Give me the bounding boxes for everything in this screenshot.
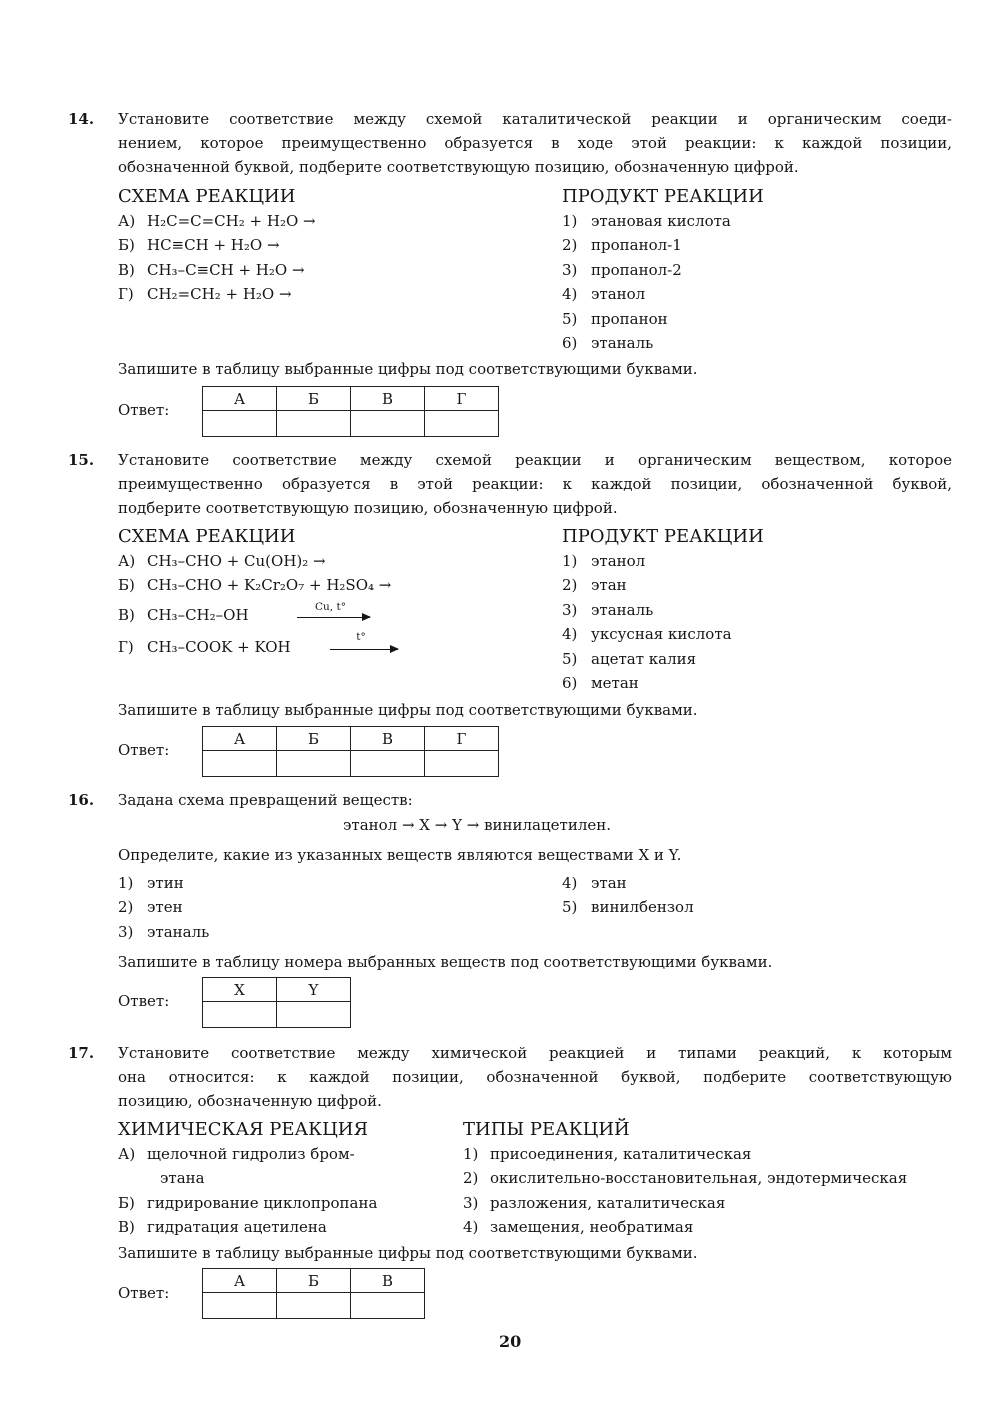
answer-cell[interactable] bbox=[425, 411, 499, 437]
item-text: пропанол-1 bbox=[591, 236, 682, 255]
item-text: пропанол-2 bbox=[591, 260, 682, 279]
item-text: окислительно-восстановительная, эндотермическая bbox=[490, 1169, 908, 1188]
type-item bbox=[463, 1166, 963, 1190]
answer-cell[interactable] bbox=[425, 751, 499, 777]
item-text: этаналь bbox=[591, 333, 654, 352]
product-item bbox=[562, 307, 952, 331]
product-item bbox=[562, 258, 952, 282]
reaction-condition: t° bbox=[356, 630, 366, 643]
answer-column-header: X bbox=[203, 978, 277, 1002]
chemical-reaction-column bbox=[118, 1118, 448, 1240]
item-label: 3) bbox=[562, 260, 578, 279]
type-item bbox=[463, 1191, 963, 1215]
answer-cell[interactable] bbox=[203, 1002, 277, 1028]
answer-column-header: Г bbox=[425, 727, 499, 751]
item-text: метан bbox=[591, 673, 639, 692]
option-item bbox=[118, 920, 518, 944]
item-label: 4) bbox=[463, 1218, 479, 1237]
reaction-formula: CH₃–COOK + KOH bbox=[147, 637, 291, 656]
option-item bbox=[118, 871, 518, 895]
question-number: 16. bbox=[68, 791, 95, 809]
item-text: винилбензол bbox=[591, 898, 694, 917]
type-item bbox=[463, 1142, 963, 1166]
instruction: Запишите в таблицу выбранные цифры под соответствующими буквами. bbox=[118, 1244, 698, 1262]
answer-cell[interactable] bbox=[351, 411, 425, 437]
transformation-chain: этанол → X → Y → винилацетилен. bbox=[343, 816, 611, 834]
option-item bbox=[562, 871, 952, 895]
scheme-item bbox=[118, 209, 548, 233]
item-label: 1) bbox=[463, 1145, 479, 1163]
item-label: 3) bbox=[463, 1193, 479, 1212]
product-item bbox=[562, 549, 952, 573]
item-label: 6) bbox=[562, 333, 578, 352]
answer-label: Ответ: bbox=[118, 401, 170, 419]
question-text-line: подберите соответствующую позицию, обозначенную цифрой. bbox=[118, 499, 618, 517]
answer-column-header: А bbox=[203, 387, 277, 411]
answer-column-header: Б bbox=[277, 727, 351, 751]
answer-input-row bbox=[203, 411, 499, 437]
instruction: Запишите в таблицу выбранные цифры под соответствующими буквами. bbox=[118, 701, 698, 719]
reaction-item bbox=[118, 1191, 448, 1215]
item-text: этин bbox=[147, 874, 184, 892]
item-text: пропанон bbox=[591, 309, 668, 328]
answer-cell[interactable] bbox=[351, 751, 425, 777]
item-text: щелочной гидролиз бром- bbox=[147, 1145, 355, 1163]
item-label: 5) bbox=[562, 898, 578, 917]
item-label: А) bbox=[118, 1145, 136, 1163]
item-label: 1) bbox=[562, 212, 578, 230]
answer-cell[interactable] bbox=[277, 1293, 351, 1319]
answer-column-header: Б bbox=[277, 1269, 351, 1293]
scheme-item bbox=[118, 598, 548, 632]
question-text-line: Установите соответствие между схемой каталитической реакции и органическим соеди- bbox=[118, 110, 952, 128]
answer-input-row bbox=[203, 1002, 351, 1028]
instruction: Запишите в таблицу выбранные цифры под соответствующими буквами. bbox=[118, 360, 698, 378]
item-label: 1) bbox=[118, 874, 134, 892]
answer-table bbox=[202, 1268, 425, 1319]
answer-label: Ответ: bbox=[118, 741, 170, 759]
question-text: Определите, какие из указанных веществ являются веществами X и Y. bbox=[118, 846, 682, 864]
answer-header-row bbox=[203, 1269, 425, 1293]
item-label: 2) bbox=[463, 1169, 479, 1188]
item-text: гидратация ацетилена bbox=[147, 1218, 327, 1237]
type-item bbox=[463, 1215, 963, 1239]
answer-table bbox=[202, 977, 351, 1028]
instruction: Запишите в таблицу номера выбранных веществ под соответствующими буквами. bbox=[118, 953, 773, 971]
arrow-icon bbox=[297, 617, 370, 618]
reaction-types-column bbox=[463, 1118, 963, 1240]
reaction-arrow-with-condition bbox=[297, 598, 370, 632]
item-label: В) bbox=[118, 260, 135, 279]
item-label: А) bbox=[118, 212, 136, 230]
item-label: 4) bbox=[562, 285, 578, 304]
item-text: ацетат калия bbox=[591, 649, 697, 668]
item-label: Г) bbox=[118, 285, 134, 304]
column-header: ХИМИЧЕСКАЯ РЕАКЦИЯ bbox=[118, 1119, 369, 1140]
reaction-formula: CH₂=CH₂ + H₂O → bbox=[147, 285, 292, 304]
scheme-item bbox=[118, 549, 548, 573]
product-item bbox=[562, 573, 952, 597]
reaction-formula: CH₃–CHO + K₂Cr₂O₇ + H₂SO₄ → bbox=[147, 576, 392, 595]
question-intro: Задана схема превращений веществ: bbox=[118, 791, 413, 809]
product-item bbox=[562, 233, 952, 257]
item-text: разложения, каталитическая bbox=[490, 1193, 726, 1212]
question-text-line: Установите соответствие между схемой реакции и органическим веществом, которое bbox=[118, 451, 952, 469]
reaction-formula: H₂C=C=CH₂ + H₂O → bbox=[147, 212, 316, 230]
answer-header-row bbox=[203, 387, 499, 411]
answer-cell[interactable] bbox=[277, 1002, 351, 1028]
answer-cell[interactable] bbox=[203, 1293, 277, 1319]
arrow-icon bbox=[330, 649, 398, 650]
option-item bbox=[118, 895, 518, 919]
option-item bbox=[562, 895, 952, 919]
options-column-right bbox=[562, 871, 952, 920]
column-header: ПРОДУКТ РЕАКЦИИ bbox=[562, 186, 764, 207]
item-text: этан bbox=[591, 576, 627, 595]
answer-column-header: Г bbox=[425, 387, 499, 411]
reaction-item-continuation bbox=[118, 1166, 448, 1190]
item-text: гидрирование циклопропана bbox=[147, 1193, 378, 1212]
answer-table bbox=[202, 386, 499, 437]
answer-column-header: В bbox=[351, 387, 425, 411]
answer-table bbox=[202, 726, 499, 777]
item-label: А) bbox=[118, 552, 136, 570]
reaction-scheme-column bbox=[118, 185, 548, 307]
answer-cell[interactable] bbox=[277, 751, 351, 777]
product-item bbox=[562, 282, 952, 306]
item-label: 6) bbox=[562, 673, 578, 692]
product-item bbox=[562, 331, 952, 355]
answer-cell[interactable] bbox=[203, 411, 277, 437]
scheme-item bbox=[118, 632, 548, 662]
item-label: В) bbox=[118, 605, 135, 624]
column-header: СХЕМА РЕАКЦИИ bbox=[118, 186, 296, 207]
scheme-item bbox=[118, 282, 548, 306]
item-text: этановая кислота bbox=[591, 212, 731, 230]
question-number: 15. bbox=[68, 451, 95, 469]
item-text: присоединения, каталитическая bbox=[490, 1145, 752, 1163]
item-label: Б) bbox=[118, 1193, 135, 1212]
answer-label: Ответ: bbox=[118, 1284, 170, 1302]
question-text bbox=[118, 448, 952, 520]
item-label: 2) bbox=[118, 898, 134, 917]
question-text-line: преимущественно образуется в этой реакции: к каждой позиции, обозначенной буквой, bbox=[118, 475, 952, 493]
answer-input-row bbox=[203, 751, 499, 777]
reaction-product-column bbox=[562, 525, 952, 695]
item-label: 1) bbox=[562, 552, 578, 570]
item-text: уксусная кислота bbox=[591, 625, 732, 644]
answer-label: Ответ: bbox=[118, 992, 170, 1010]
item-text: этен bbox=[147, 898, 183, 917]
reaction-arrow-with-condition bbox=[330, 632, 398, 662]
answer-input-row bbox=[203, 1293, 425, 1319]
answer-column-header: Y bbox=[277, 978, 351, 1002]
answer-cell[interactable] bbox=[277, 411, 351, 437]
product-item bbox=[562, 622, 952, 646]
reaction-formula: CH₃–C≡CH + H₂O → bbox=[147, 260, 305, 279]
question-text-line: она относится: к каждой позиции, обозначенной буквой, подберите соответствующую bbox=[118, 1068, 952, 1086]
reaction-item bbox=[118, 1215, 448, 1239]
question-text bbox=[118, 107, 952, 179]
answer-column-header: А bbox=[203, 727, 277, 751]
question-text-line: Установите соответствие между химической реакцией и типами реакций, к которым bbox=[118, 1044, 952, 1062]
reaction-formula: CH₃–CH₂–OH bbox=[147, 605, 249, 624]
scheme-item bbox=[118, 258, 548, 282]
item-label: 3) bbox=[562, 600, 578, 619]
answer-cell[interactable] bbox=[351, 1293, 425, 1319]
reaction-product-column bbox=[562, 185, 952, 355]
page-number: 20 bbox=[499, 1332, 522, 1351]
product-item bbox=[562, 598, 952, 622]
item-text: этанол bbox=[591, 285, 646, 304]
question-text-line: обозначенной буквой, подберите соответствующую позицию, обозначенную цифрой. bbox=[118, 158, 799, 176]
answer-column-header: А bbox=[203, 1269, 277, 1293]
item-text: этаналь bbox=[591, 600, 654, 619]
item-label: 4) bbox=[562, 874, 578, 892]
question-text-line: нением, которое преимущественно образуется в ходе этой реакции: к каждой позиции, bbox=[118, 134, 952, 152]
scheme-item bbox=[118, 573, 548, 597]
product-item bbox=[562, 671, 952, 695]
item-label: В) bbox=[118, 1218, 135, 1237]
options-column-left bbox=[118, 871, 518, 944]
answer-header-row bbox=[203, 727, 499, 751]
item-label: 2) bbox=[562, 236, 578, 255]
column-header: СХЕМА РЕАКЦИИ bbox=[118, 526, 296, 547]
answer-column-header: Б bbox=[277, 387, 351, 411]
item-label: Г) bbox=[118, 637, 134, 656]
answer-column-header: В bbox=[351, 1269, 425, 1293]
item-text: этан bbox=[591, 874, 627, 892]
question-text-line: позицию, обозначенную цифрой. bbox=[118, 1092, 382, 1110]
answer-cell[interactable] bbox=[203, 751, 277, 777]
answer-header-row bbox=[203, 978, 351, 1002]
question-number: 14. bbox=[68, 110, 95, 128]
reaction-formula: HC≡CH + H₂O → bbox=[147, 236, 280, 255]
scheme-item bbox=[118, 233, 548, 257]
reaction-scheme-column bbox=[118, 525, 548, 662]
column-header: ТИПЫ РЕАКЦИЙ bbox=[463, 1119, 630, 1140]
item-label: Б) bbox=[118, 236, 135, 255]
item-text: этаналь bbox=[147, 922, 210, 941]
item-label: Б) bbox=[118, 576, 135, 595]
item-text: этана bbox=[160, 1169, 205, 1188]
reaction-condition: Cu, t° bbox=[315, 600, 346, 613]
product-item bbox=[562, 647, 952, 671]
question-number: 17. bbox=[68, 1044, 95, 1062]
reaction-item bbox=[118, 1142, 448, 1166]
item-label: 5) bbox=[562, 309, 578, 328]
item-label: 4) bbox=[562, 625, 578, 644]
item-label: 5) bbox=[562, 649, 578, 668]
column-header: ПРОДУКТ РЕАКЦИИ bbox=[562, 526, 764, 547]
item-text: замещения, необратимая bbox=[490, 1218, 694, 1237]
product-item bbox=[562, 209, 952, 233]
answer-column-header: В bbox=[351, 727, 425, 751]
item-label: 3) bbox=[118, 922, 134, 941]
reaction-formula: CH₃–CHO + Cu(OH)₂ → bbox=[147, 552, 326, 570]
question-text bbox=[118, 1041, 952, 1113]
item-text: этанол bbox=[591, 552, 646, 570]
item-label: 2) bbox=[562, 576, 578, 595]
